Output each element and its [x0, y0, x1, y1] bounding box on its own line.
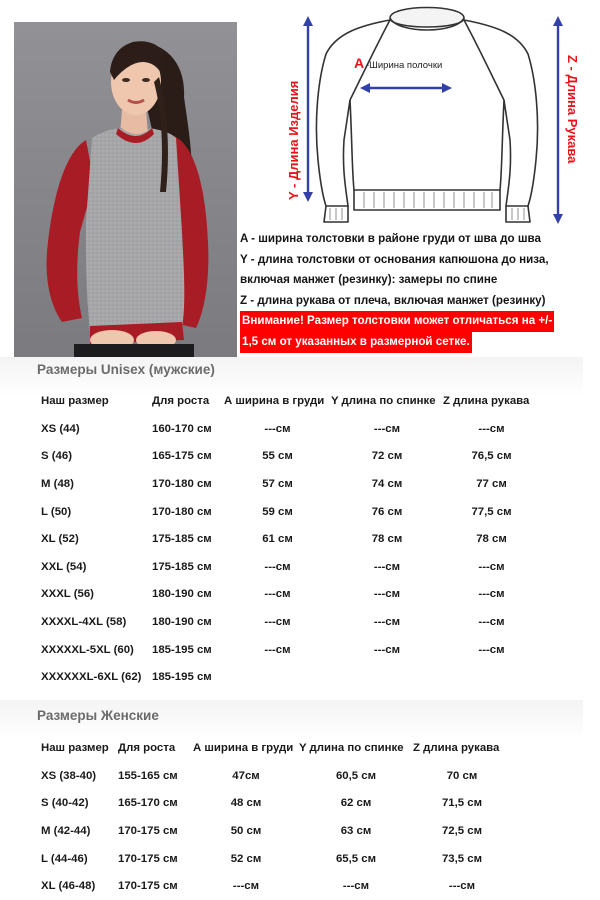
- table-row: [41, 553, 540, 581]
- cell-height: 175-185 см: [152, 533, 212, 546]
- cell-chest: 55 см: [262, 450, 293, 463]
- cell-size: M (48): [41, 477, 74, 490]
- product-photo: [14, 22, 237, 357]
- measurement-legend: [240, 229, 595, 353]
- cell-size: S (40-42): [41, 797, 89, 810]
- cell-chest: ---см: [264, 615, 291, 628]
- cell-height: 170-180 см: [152, 505, 212, 518]
- cell-size: XS (38-40): [41, 769, 97, 782]
- cell-height: 160-170 см: [152, 422, 212, 435]
- cell-size: XS (44): [41, 422, 80, 435]
- table-header: [41, 734, 511, 762]
- cell-back-length: ---см: [342, 880, 370, 893]
- cell-chest: ---см: [264, 588, 291, 601]
- cell-height: 180-190 см: [152, 588, 212, 601]
- header-size: Наш размер: [41, 395, 109, 407]
- cell-sleeve: 77 см: [476, 477, 507, 490]
- legend-y-cont: включая манжет (резинку): замеры по спине: [240, 273, 498, 287]
- model-illustration: [14, 22, 237, 357]
- measurement-diagram: [278, 0, 600, 230]
- women-size-panel: [0, 700, 583, 900]
- cell-size: M (42-44): [41, 824, 91, 837]
- cell-height: 185-195 см: [152, 643, 212, 656]
- cell-sleeve: 78 см: [476, 533, 507, 546]
- table-row: [41, 845, 511, 873]
- cell-size: XL (46-48): [41, 880, 96, 893]
- cell-sleeve: ---см: [478, 643, 505, 656]
- cell-back-length: 65,5 см: [335, 852, 377, 865]
- cell-chest: [224, 663, 331, 691]
- cell-size: S (46): [41, 450, 73, 463]
- cell-height: 170-180 см: [152, 477, 212, 490]
- cell-height: 165-175 см: [152, 450, 212, 463]
- label-y: Y - Длина Изделия: [286, 80, 301, 200]
- legend-a: A - ширина толстовки в районе груди от шва до шва: [240, 232, 541, 245]
- cell-chest: 52 см: [230, 852, 262, 865]
- cell-size: L (44-46): [41, 852, 88, 865]
- cell-back-length: 78 см: [371, 533, 403, 546]
- women-size-table: [41, 734, 511, 900]
- cell-back-length: 76 см: [371, 505, 403, 518]
- table-row: [41, 443, 540, 471]
- cell-back-length: 63 см: [340, 824, 372, 837]
- table-row: [41, 581, 540, 609]
- table-row: [41, 470, 540, 498]
- header-sleeve: Z длина рукава: [413, 742, 500, 754]
- cell-chest: 47см: [232, 769, 260, 782]
- cell-sleeve: ---см: [448, 880, 476, 893]
- header-size: Наш размер: [41, 742, 109, 754]
- table-row: [41, 608, 540, 636]
- cell-size: XXXXL-4XL (58): [41, 615, 127, 628]
- table-row: [41, 525, 540, 553]
- cell-chest: ---см: [232, 880, 260, 893]
- cell-back-length: 62 см: [340, 797, 372, 810]
- sweatshirt-sketch: [278, 0, 600, 230]
- header-sleeve: Z длина рукава: [443, 395, 530, 407]
- cell-height: 170-175 см: [118, 880, 178, 893]
- cell-height: 170-175 см: [118, 824, 178, 837]
- cell-back-length: ---см: [373, 588, 401, 601]
- unisex-title: Размеры Unisex (мужские): [37, 362, 215, 377]
- cell-sleeve: ---см: [478, 615, 505, 628]
- cell-chest: 50 см: [230, 824, 262, 837]
- cell-sleeve: [443, 663, 540, 691]
- legend-y: Y - длина толстовки от основания капюшона до низа,: [240, 252, 549, 266]
- cell-back-length: ---см: [373, 422, 401, 435]
- cell-sleeve: ---см: [478, 588, 505, 601]
- unisex-size-panel: [0, 357, 583, 690]
- header-back-length: Y длина по спинке: [299, 742, 404, 754]
- cell-chest: ---см: [264, 422, 291, 435]
- cell-chest: 61 см: [262, 533, 293, 546]
- cell-sleeve: 70 см: [446, 769, 478, 782]
- cell-chest: 59 см: [262, 505, 293, 518]
- header-back-length: Y длина по спинке: [331, 395, 436, 407]
- cell-height: 165-170 см: [118, 797, 178, 810]
- cell-height: 185-195 см: [152, 671, 212, 684]
- header-chest: А ширина в груди: [224, 395, 325, 407]
- cell-back-length: 60,5 см: [335, 769, 377, 782]
- header-height: Для роста: [152, 395, 210, 407]
- cell-sleeve: 71,5 см: [441, 797, 483, 810]
- cell-size: XXL (54): [41, 560, 87, 573]
- cell-chest: 57 см: [262, 477, 293, 490]
- cell-back-length: 72 см: [371, 450, 403, 463]
- cell-height: 180-190 см: [152, 615, 212, 628]
- table-row: [41, 817, 511, 845]
- table-row: [41, 872, 511, 900]
- cell-back-length: ---см: [373, 615, 401, 628]
- cell-sleeve: 77,5 см: [471, 505, 512, 518]
- cell-sleeve: 76,5 см: [471, 450, 512, 463]
- table-row: [41, 663, 540, 691]
- cell-height: 155-165 см: [118, 769, 178, 782]
- cell-size: L (50): [41, 505, 72, 518]
- unisex-size-table: [41, 387, 540, 691]
- label-z: Z - Длина Рукава: [565, 55, 580, 164]
- table-row: [41, 636, 540, 664]
- cell-back-length: 74 см: [371, 477, 403, 490]
- cell-height: 170-175 см: [118, 852, 178, 865]
- cell-height: 175-185 см: [152, 560, 212, 573]
- header-height: Для роста: [118, 742, 176, 754]
- cell-size: XXXL (56): [41, 588, 94, 601]
- cell-chest: 48 см: [230, 797, 262, 810]
- cell-chest: ---см: [264, 560, 291, 573]
- cell-sleeve: 73,5 см: [441, 852, 483, 865]
- cell-chest: ---см: [264, 643, 291, 656]
- legend-z: Z - длина рукава от плеча, включая манжет (резинку): [240, 293, 546, 307]
- header-chest: А ширина в груди: [193, 742, 294, 754]
- warning-line-1: Внимание! Размер толстовки может отличаться на +/-: [240, 311, 554, 332]
- cell-size: XL (52): [41, 533, 79, 546]
- warning-line-2: 1,5 см от указанных в размерной сетке.: [240, 332, 472, 353]
- cell-back-length: [331, 663, 443, 691]
- table-row: [41, 415, 540, 443]
- cell-back-length: ---см: [373, 560, 401, 573]
- cell-sleeve: ---см: [478, 560, 505, 573]
- cell-sleeve: ---см: [478, 422, 505, 435]
- women-title: Размеры Женские: [37, 708, 159, 723]
- table-row: [41, 498, 540, 526]
- table-row: [41, 790, 511, 818]
- cell-size: XXXXXXL-6XL (62): [41, 671, 142, 684]
- table-row: [41, 762, 511, 790]
- table-header: [41, 387, 540, 415]
- cell-sleeve: 72,5 см: [441, 824, 483, 837]
- label-a-text: -Ширина полочки: [366, 60, 443, 71]
- label-a-letter: A: [354, 55, 365, 71]
- cell-back-length: ---см: [373, 643, 401, 656]
- cell-size: XXXXXL-5XL (60): [41, 643, 134, 656]
